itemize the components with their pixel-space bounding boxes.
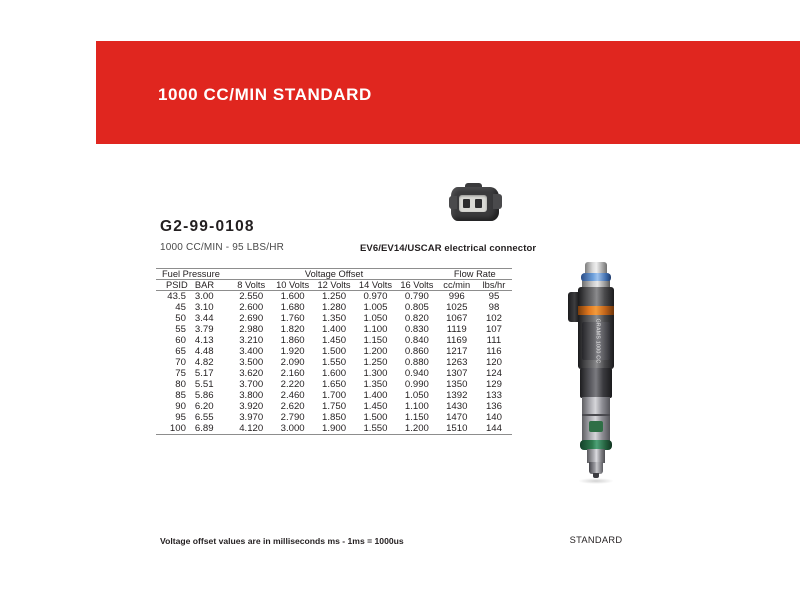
table-cell: 2.220 [280,379,305,390]
connector-pin-2 [475,199,482,208]
table-cell: 0.805 [404,302,429,313]
table-cell: 1.860 [280,335,305,346]
table-cell: 1510 [438,423,476,435]
table-cell: 3.800 [239,390,264,401]
table-footnote: Voltage offset values are in milliseconds ms - 1ms = 1000us [160,536,404,546]
table-cell: 2.090 [280,357,305,368]
table-row [156,368,512,379]
table-cell: 1119 [446,324,467,335]
col-header-8-volts: 8 Volts [230,280,271,291]
table-cell: 1.920 [280,346,305,357]
table-cell: 1.050 [404,390,429,401]
spec-table [156,268,512,435]
injector-neck [587,449,605,463]
table-cell: 1.760 [280,313,305,324]
table-cell: 1.900 [313,423,354,435]
table-cell: 1.850 [322,412,347,423]
table-row [156,291,512,303]
table-row [156,313,512,324]
table-cell: 1.600 [322,368,347,379]
table-cell: 5.17 [194,368,214,379]
connector-tab-right [493,194,502,209]
table-cell: 4.82 [194,357,214,368]
page-title: 1000 CC/MIN STANDARD [158,85,372,104]
table-cell: 3.970 [239,412,264,423]
injector-shadow [578,478,614,484]
table-row [156,324,512,335]
table-cell: 1.250 [322,291,347,302]
table-cell: 2.790 [280,412,305,423]
table-row [156,302,512,313]
table-cell: 3.00 [194,291,214,302]
table-cell: 1169 [446,335,468,346]
table-cell: 1307 [446,368,468,379]
connector-pin-1 [463,199,470,208]
group-header-fuel-pressure: Fuel Pressure [156,269,230,280]
table-cell: 0.880 [404,357,429,368]
table-cell: 144 [476,423,512,435]
table-cell: 50 [175,313,186,324]
table-cell: 3.44 [194,313,214,324]
fuel-injector-image [556,262,636,532]
table-cell: 75 [175,368,186,379]
table-cell: 2.980 [239,324,264,335]
table-cell: 1.100 [363,324,388,335]
table-row [156,401,512,412]
table-cell: 1.280 [322,302,347,313]
table-cell: 0.830 [404,324,429,335]
table-cell: 1263 [446,357,468,368]
table-cell: 1.550 [355,423,396,435]
table-cell: 133 [485,390,502,401]
injector-steel-seam [582,414,610,416]
table-cell: 3.920 [239,401,264,412]
table-cell: 4.13 [194,335,214,346]
group-header-voltage-offset: Voltage Offset [230,269,437,280]
table-cell: 2.550 [239,291,264,302]
table-cell: 140 [485,412,502,423]
table-row [156,357,512,368]
table-row [156,346,512,357]
table-cell: 1.100 [404,401,429,412]
col-header-16-volts: 16 Volts [396,280,437,291]
table-cell: 1470 [446,412,468,423]
col-header-bar: BAR [195,280,231,291]
header-banner [96,41,800,144]
connector-face [459,195,487,212]
table-cell: 1.200 [363,346,388,357]
table-cell: 129 [485,379,502,390]
table-column-header-row [156,280,512,291]
table-cell: 1.250 [363,357,388,368]
table-row [156,423,512,435]
table-cell: 70 [175,357,186,368]
table-cell: 1.300 [363,368,388,379]
table-cell: 43.5 [167,291,186,302]
table-row [156,390,512,401]
table-cell: 3.000 [272,423,313,435]
table-cell: 60 [175,335,186,346]
table-cell: 1.150 [363,335,388,346]
table-cell: 1392 [446,390,468,401]
table-cell: 3.620 [239,368,264,379]
injector-orange-stripe [578,306,614,315]
table-cell: 3.210 [239,335,264,346]
spec-table-container [156,268,512,435]
table-cell: 1.680 [280,302,305,313]
group-header-flow-rate: Flow Rate [438,269,512,280]
injector-brand-label [582,318,610,364]
table-cell: 3.79 [194,324,214,335]
table-cell: 95 [175,412,186,423]
table-cell: 6.20 [194,401,214,412]
part-subtitle: 1000 CC/MIN - 95 LBS/HR [160,242,285,253]
table-cell: 0.970 [363,291,388,302]
table-cell: 1.350 [363,379,388,390]
table-cell: 116 [486,346,502,357]
table-cell: 5.86 [194,390,214,401]
table-cell: 0.860 [404,346,429,357]
table-cell: 55 [175,324,186,335]
spec-table-body [156,291,512,435]
table-cell: 1.050 [363,313,388,324]
table-cell: 0.940 [404,368,429,379]
injector-brand-label-text: GRAMS 1000 CC [593,318,600,364]
table-cell: 6.55 [194,412,214,423]
table-cell: 98 [488,302,500,313]
table-cell: 1.820 [280,324,305,335]
table-cell: 1.650 [322,379,347,390]
table-cell: 0.990 [404,379,429,390]
table-cell: 1.350 [322,313,347,324]
table-cell: 1.750 [322,401,347,412]
table-cell: 3.10 [194,302,214,313]
table-cell: 5.51 [194,379,214,390]
table-cell: 0.820 [404,313,429,324]
table-cell: 65 [175,346,186,357]
table-cell: 2.600 [239,302,264,313]
table-cell: 1.550 [322,357,347,368]
table-cell: 0.840 [404,335,429,346]
table-cell: 80 [175,379,186,390]
table-cell: 90 [175,401,186,412]
table-cell: 1430 [446,401,468,412]
table-cell: 1.600 [280,291,305,302]
injector-steel-body [582,397,610,441]
injector-mid-body [580,368,612,398]
table-row [156,379,512,390]
col-header-lbshr: lbs/hr [476,280,512,291]
table-cell: 107 [485,324,502,335]
part-number: G2-99-0108 [160,218,255,235]
table-cell: 1.500 [322,346,347,357]
table-cell: 2.620 [280,401,305,412]
table-cell: 100 [156,423,195,435]
col-header-ccmin: cc/min [438,280,476,291]
table-cell: 85 [175,390,186,401]
injector-caption: STANDARD [569,535,623,545]
table-cell: 2.690 [239,313,264,324]
table-cell: 1.400 [363,390,388,401]
table-cell: 1.700 [322,390,347,401]
col-header-12-volts: 12 Volts [313,280,354,291]
table-cell: 1067 [446,313,468,324]
table-cell: 2.160 [280,368,305,379]
table-cell: 1350 [446,379,468,390]
table-row [156,335,512,346]
table-cell: 2.460 [280,390,305,401]
injector-green-badge [589,421,603,432]
table-cell: 4.48 [194,346,214,357]
col-header-10-volts: 10 Volts [272,280,313,291]
table-group-header-row [156,269,512,280]
table-cell: 1.400 [322,324,347,335]
col-header-14-volts: 14 Volts [355,280,396,291]
table-cell: 3.500 [239,357,264,368]
table-cell: 1025 [446,302,468,313]
table-cell: 1.150 [404,412,429,423]
table-cell: 1.450 [322,335,347,346]
table-cell: 0.790 [404,291,429,302]
table-cell: 1.200 [396,423,437,435]
connector-tab-left [449,196,457,209]
electrical-connector-image [449,183,503,229]
table-cell: 124 [485,368,502,379]
table-cell: 45 [175,302,186,313]
table-cell: 120 [485,357,502,368]
table-cell: 111 [486,335,502,346]
table-cell: 1.005 [363,302,388,313]
table-cell: 4.120 [230,423,271,435]
table-cell: 1.500 [363,412,388,423]
table-cell: 6.89 [195,423,231,435]
table-cell: 3.400 [239,346,264,357]
table-cell: 996 [448,291,465,302]
table-cell: 95 [488,291,500,302]
col-header-psid: PSID [156,280,195,291]
table-row [156,412,512,423]
table-cell: 1.450 [363,401,388,412]
table-cell: 136 [485,401,502,412]
table-cell: 3.700 [239,379,264,390]
connector-caption: EV6/EV14/USCAR electrical connector [360,243,537,254]
table-cell: 1217 [446,346,468,357]
table-cell: 102 [485,313,502,324]
